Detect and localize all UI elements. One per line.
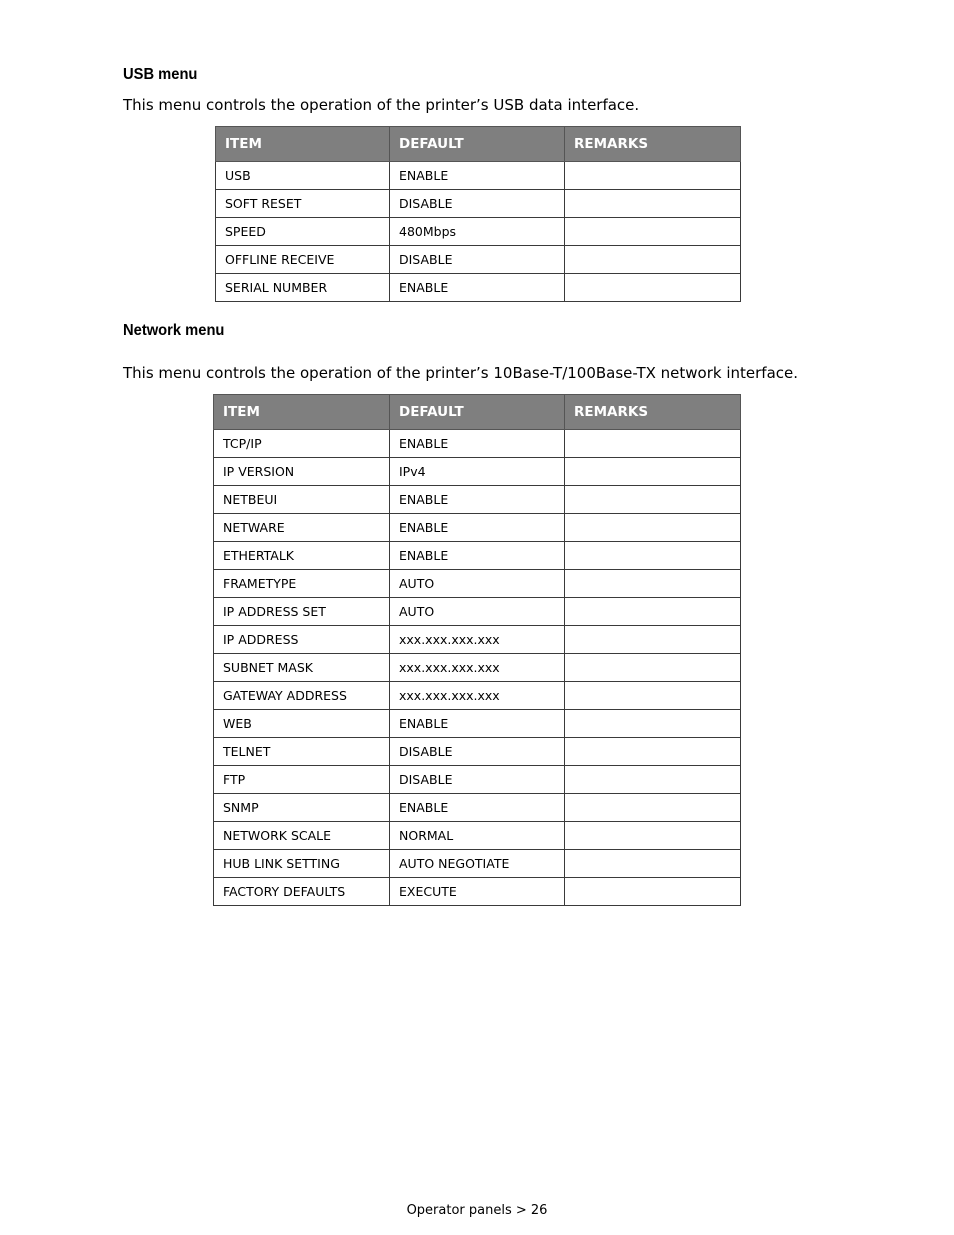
remarks-cell — [565, 218, 741, 246]
default-cell: 480Mbps — [390, 218, 565, 246]
item-cell: USB — [216, 162, 390, 190]
item-cell: NETWARE — [214, 514, 390, 542]
table-row — [216, 190, 741, 218]
usb-menu-table — [215, 126, 741, 302]
item-cell: FRAMETYPE — [214, 570, 390, 598]
network-menu-intro: This menu controls the operation of the printer’s 10Base-T/100Base-TX network interface. — [123, 364, 799, 382]
remarks-cell — [565, 570, 741, 598]
item-cell: FACTORY DEFAULTS — [214, 878, 390, 906]
default-cell: AUTO NEGOTIATE — [390, 850, 565, 878]
table-row — [214, 514, 741, 542]
column-header-default: DEFAULT — [390, 127, 565, 162]
network-menu-heading: Network menu — [123, 322, 225, 339]
remarks-cell — [565, 850, 741, 878]
table-row — [214, 794, 741, 822]
table-row — [214, 542, 741, 570]
default-cell: DISABLE — [390, 246, 565, 274]
table-row — [216, 274, 741, 302]
table-row — [214, 878, 741, 906]
table-row — [214, 710, 741, 738]
default-cell: DISABLE — [390, 190, 565, 218]
default-cell: xxx.xxx.xxx.xxx — [390, 682, 565, 710]
table-row — [214, 430, 741, 458]
item-cell: HUB LINK SETTING — [214, 850, 390, 878]
table-row — [214, 654, 741, 682]
default-cell: ENABLE — [390, 486, 565, 514]
default-cell: AUTO — [390, 598, 565, 626]
remarks-cell — [565, 626, 741, 654]
item-cell: IP ADDRESS — [214, 626, 390, 654]
default-cell: NORMAL — [390, 822, 565, 850]
item-cell: TCP/IP — [214, 430, 390, 458]
remarks-cell — [565, 654, 741, 682]
default-cell: ENABLE — [390, 514, 565, 542]
remarks-cell — [565, 514, 741, 542]
table-row — [214, 598, 741, 626]
remarks-cell — [565, 766, 741, 794]
default-cell: ENABLE — [390, 162, 565, 190]
item-cell: SUBNET MASK — [214, 654, 390, 682]
table-row — [214, 626, 741, 654]
remarks-cell — [565, 542, 741, 570]
item-cell: NETWORK SCALE — [214, 822, 390, 850]
item-cell: ETHERTALK — [214, 542, 390, 570]
item-cell: TELNET — [214, 738, 390, 766]
default-cell: AUTO — [390, 570, 565, 598]
table-row — [216, 218, 741, 246]
item-cell: GATEWAY ADDRESS — [214, 682, 390, 710]
default-cell: xxx.xxx.xxx.xxx — [390, 626, 565, 654]
table-row — [214, 682, 741, 710]
table-row — [214, 570, 741, 598]
network-menu-table — [213, 394, 741, 906]
default-cell: ENABLE — [390, 542, 565, 570]
remarks-cell — [565, 682, 741, 710]
table-row — [214, 486, 741, 514]
item-cell: IP ADDRESS SET — [214, 598, 390, 626]
remarks-cell — [565, 598, 741, 626]
item-cell: IP VERSION — [214, 458, 390, 486]
remarks-cell — [565, 162, 741, 190]
default-cell: EXECUTE — [390, 878, 565, 906]
default-cell: ENABLE — [390, 274, 565, 302]
remarks-cell — [565, 246, 741, 274]
remarks-cell — [565, 486, 741, 514]
table-row — [214, 850, 741, 878]
column-header-item: ITEM — [216, 127, 390, 162]
table-row — [214, 738, 741, 766]
default-cell: ENABLE — [390, 794, 565, 822]
default-cell: xxx.xxx.xxx.xxx — [390, 654, 565, 682]
item-cell: SPEED — [216, 218, 390, 246]
default-cell: DISABLE — [390, 766, 565, 794]
column-header-remarks: REMARKS — [565, 395, 741, 430]
table-row — [216, 162, 741, 190]
default-cell: IPv4 — [390, 458, 565, 486]
remarks-cell — [565, 794, 741, 822]
item-cell: NETBEUI — [214, 486, 390, 514]
table-row — [214, 822, 741, 850]
item-cell: WEB — [214, 710, 390, 738]
column-header-remarks: REMARKS — [565, 127, 741, 162]
remarks-cell — [565, 710, 741, 738]
table-row — [214, 766, 741, 794]
remarks-cell — [565, 878, 741, 906]
page-footer: Operator panels > 26 — [406, 1203, 548, 1218]
table-row — [216, 246, 741, 274]
item-cell: SERIAL NUMBER — [216, 274, 390, 302]
usb-menu-heading: USB menu — [123, 66, 198, 83]
default-cell: ENABLE — [390, 710, 565, 738]
item-cell: SNMP — [214, 794, 390, 822]
default-cell: ENABLE — [390, 430, 565, 458]
item-cell: SOFT RESET — [216, 190, 390, 218]
remarks-cell — [565, 822, 741, 850]
item-cell: FTP — [214, 766, 390, 794]
remarks-cell — [565, 458, 741, 486]
item-cell: OFFLINE RECEIVE — [216, 246, 390, 274]
table-row — [214, 458, 741, 486]
column-header-default: DEFAULT — [390, 395, 565, 430]
remarks-cell — [565, 190, 741, 218]
remarks-cell — [565, 738, 741, 766]
column-header-item: ITEM — [214, 395, 390, 430]
table-header-row — [216, 127, 741, 162]
remarks-cell — [565, 274, 741, 302]
remarks-cell — [565, 430, 741, 458]
table-header-row — [214, 395, 741, 430]
usb-menu-intro: This menu controls the operation of the printer’s USB data interface. — [123, 96, 640, 114]
default-cell: DISABLE — [390, 738, 565, 766]
